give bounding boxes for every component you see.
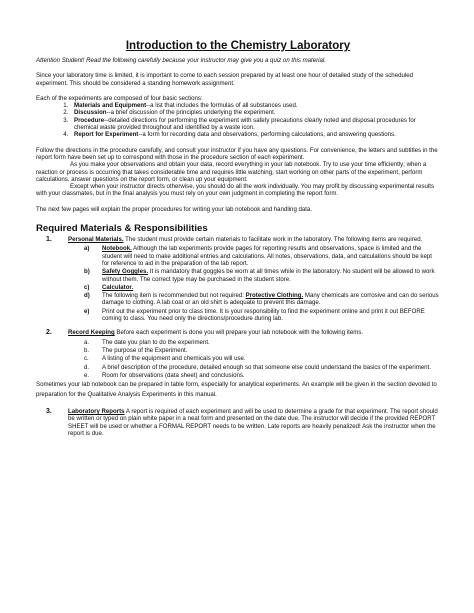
required-heading: Required Materials & Responsibilities — [36, 223, 208, 235]
sub-letter: d) — [84, 292, 90, 300]
section-text: --a brief discussion of the principles underlying the experiment. — [106, 109, 276, 117]
attention-note: Attention Student! Read the following carefully because your instructor may give you a quiz on this material. — [36, 57, 326, 64]
section-item — [70, 117, 440, 132]
record-keeping-note: Sometimes your lab notebook can be prepared in table form, especially for analytical experiments. An example will be given in the section devoted to preparation for the Qualitative Analysis Experiments in this manual. — [36, 381, 437, 399]
lab-reports-item — [36, 408, 440, 437]
page-title: Introduction to the Chemistry Laboratory — [125, 40, 351, 52]
sub-label: Calculator. — [102, 283, 134, 291]
next-pages-paragraph: The next few pages will explain the proper procedures for writing your lab notebook and handling data. — [36, 205, 313, 213]
sub-item-notebook — [36, 245, 440, 267]
sub-label: Notebook. — [102, 245, 132, 253]
individual-paragraph: Except when your instructor directs otherwise, you should do all the work individually. You may profit by discussing experimental results with your classmates, but in the final analysis you must rely on your own judgment in completing the report form. — [36, 183, 434, 198]
section-label: Materials and Equipment — [74, 102, 147, 110]
section-label: Discussion — [74, 109, 107, 117]
section-item — [70, 131, 440, 138]
item-heading: Personal Materials. — [68, 236, 124, 244]
record-sub-item — [36, 339, 440, 346]
sub-item-clothing — [36, 292, 440, 307]
sub-pre: The following item is recommended but not required: — [102, 292, 246, 300]
sub-label: Safety Goggles. — [102, 268, 149, 276]
item-number: 3. — [46, 408, 52, 416]
sub-letter: e) — [84, 307, 90, 315]
item-heading: Record Keeping — [68, 329, 115, 337]
sub-item-goggles — [36, 268, 440, 283]
sub-text: The date you plan to do the experiment. — [102, 338, 210, 346]
sub-letter: c. — [84, 355, 89, 363]
record-keeping-item — [36, 329, 440, 336]
section-item — [70, 102, 440, 109]
sub-text: It is mandatory that goggles be worn at all times while in the laboratory. No student will be allowed to work without them. The correct type may be purchased in the student store. — [102, 268, 435, 283]
item-number: 1. — [46, 236, 52, 244]
section-text: --a list that includes the formulas of all substances used. — [146, 102, 298, 110]
sub-label: Protective Clothing. — [245, 292, 304, 300]
sub-letter: c) — [84, 283, 90, 291]
section-text: --a form for recording data and observations, performing calculations, and answering questions. — [138, 131, 396, 139]
personal-materials-item — [36, 236, 440, 243]
record-sub-item — [36, 347, 440, 354]
sub-text: A listing of the equipment and chemicals you will use. — [102, 355, 246, 363]
document-page — [36, 40, 440, 439]
section-label: Report for Experiment — [74, 131, 139, 139]
record-sub-item — [36, 355, 440, 362]
sub-item-printout — [36, 308, 440, 323]
notebook-paragraph: As you make your observations and obtain your data, record everything in your lab notebook. Try to use your time efficiently; when a reaction or process is occurring that takes considerable time and requires little watching, start working on other parts of the experiment, perform calculations, answer questions on the report form, or clean up your equipment. — [36, 161, 427, 183]
sub-letter: b) — [84, 268, 90, 276]
item-text: Before each experiment is done you will prepare your lab notebook with the following items. — [114, 329, 364, 337]
item-heading: Laboratory Reports — [68, 408, 125, 416]
sub-text: The purpose of the Experiment. — [102, 346, 188, 354]
directions-paragraph: Follow the directions in the procedure carefully, and consult your instructor if you have any questions. For convenience, the letters and subtitles in the report form have been set up to correspond with those in the procedure section of each experiment. — [36, 146, 438, 161]
sub-text: Room for observations (data sheet) and conclusions. — [102, 371, 245, 379]
sub-text: A brief description of the procedure, detailed enough so that someone else could understand the basics of the experiment. — [102, 363, 431, 371]
sub-letter: a) — [84, 245, 90, 253]
section-text: --detailed directions for performing the experiment with safety precautions clearly noted and disposal procedures for chemical waste provided throughout and identified by a waste icon. — [74, 116, 416, 132]
section-item — [70, 109, 440, 116]
sub-text: Many chemicals are corrosive and can do serious damage to clothing. A lab coat or an old shirt is adequate to prevent this damage. — [102, 292, 439, 307]
sections-intro: Each of the experiments are composed of four basic sections: — [36, 94, 203, 102]
sub-text: Print out the experiment prior to class time. It is your responsibility to find the experiment online and print it out BEFORE coming to class. You need only the directions/procedure during lab. — [102, 307, 425, 323]
intro-paragraph: Since your laboratory time is limited, it is important to come to each session prepared by at least one hour of detailed study of the scheduled experiment. This should be considered a standing homework assignment. — [36, 72, 414, 87]
sub-letter: d. — [84, 363, 90, 371]
sub-item-calculator — [36, 284, 440, 291]
sections-list — [36, 102, 440, 138]
sub-text: Although the lab experiments provide pages for reporting results and observations, space is limited and the student will need to make additional entries and calculations. All notes, observations, data, and calculations should be kept for reference to aid in the preparation of the lab report. — [102, 245, 432, 267]
item-text: The student must provide certain materials to facilitate work in the laboratory. The following items are required. — [123, 236, 423, 244]
sub-letter: b. — [84, 346, 90, 354]
record-sub-item — [36, 372, 440, 379]
section-label: Procedure — [74, 116, 105, 124]
item-text: A report is required of each experiment and will be used to determine a grade for that experiment. The report should be written or typed on plain white paper in a neat form and presented on the date due. The instructor will decide if the provided REPORT SHEET will be used or whether a FORMAL REPORT needs to be written. Late reports are heavily penalized! Ask the instructor when the report is due. — [68, 408, 438, 437]
sub-letter: e. — [84, 371, 90, 379]
item-number: 2. — [46, 329, 52, 337]
record-sub-item — [36, 364, 440, 371]
sub-letter: a. — [84, 338, 90, 346]
